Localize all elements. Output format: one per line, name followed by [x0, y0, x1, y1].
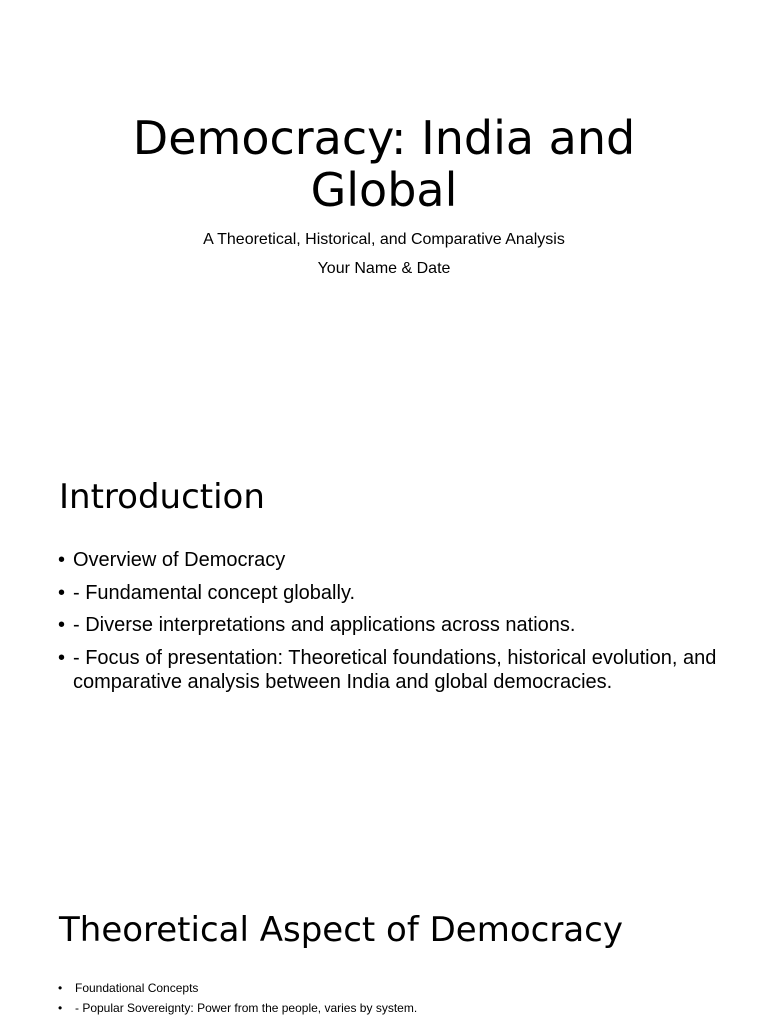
bullet-item: • - Diverse interpretations and applications across nations. — [58, 613, 718, 638]
bullet-item: • - Fundamental concept globally. — [58, 581, 718, 606]
introduction-slide — [0, 430, 768, 860]
author-and-date: Your Name & Date — [317, 260, 451, 277]
bullet-item: • - Focus of presentation: Theoretical foundations, historical evolution, and comparative analysis between India and global democracies. — [58, 646, 718, 695]
presentation-title: Democracy: India and Global — [132, 111, 636, 217]
title-slide — [0, 0, 768, 430]
slide-heading: Introduction — [59, 477, 265, 517]
theoretical-aspect-slide — [0, 860, 768, 1024]
bullet-item: • - Popular Sovereignty: Power from the people, varies by system. — [58, 1001, 718, 1016]
bullet-list — [58, 548, 718, 703]
bullet-item: • Foundational Concepts — [58, 981, 718, 996]
presentation-subtitle: A Theoretical, Historical, and Comparative Analysis — [203, 231, 565, 248]
bullet-item: • Overview of Democracy — [58, 548, 718, 573]
bullet-list — [58, 981, 718, 1021]
slide-heading: Theoretical Aspect of Democracy — [59, 910, 623, 950]
